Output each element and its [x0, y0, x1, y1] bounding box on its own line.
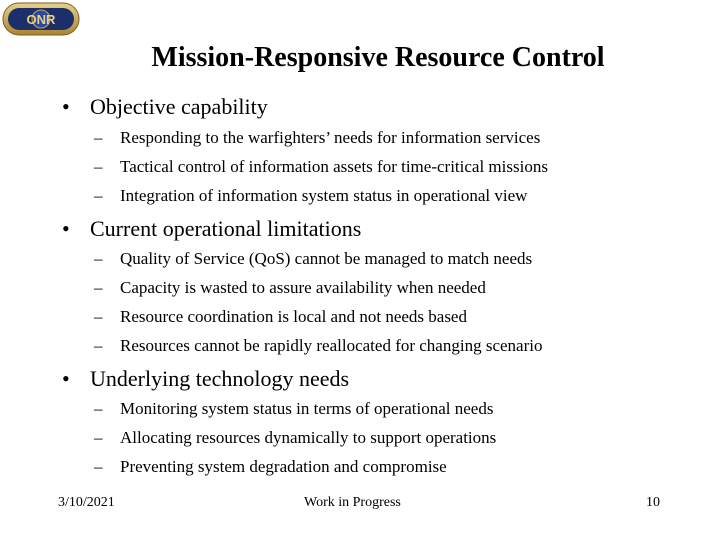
list-item-text: Resources cannot be rapidly reallocated for changing scenario: [120, 336, 543, 355]
dash-icon: –: [94, 399, 103, 418]
list-item-text: Integration of information system status in operational view: [120, 186, 528, 205]
dash-icon: –: [94, 249, 103, 268]
dash-icon: –: [94, 336, 103, 355]
dash-icon: –: [94, 186, 103, 205]
bullet-icon: •: [62, 216, 70, 241]
dash-icon: –: [94, 128, 103, 147]
dash-icon: –: [94, 278, 103, 297]
footer-center-text: Work in Progress: [304, 495, 401, 510]
bullet-icon: •: [62, 366, 70, 391]
list-item-text: Tactical control of information assets for time-critical missions: [120, 157, 548, 176]
list-item-text: Preventing system degradation and compromise: [120, 457, 447, 476]
dash-icon: –: [94, 428, 103, 447]
list-item-text: Capacity is wasted to assure availability when needed: [120, 278, 486, 297]
footer-page-number: 10: [646, 495, 660, 510]
list-item-text: Resource coordination is local and not needs based: [120, 307, 467, 326]
list-item-text: Allocating resources dynamically to support operations: [120, 428, 497, 447]
section-heading: Current operational limitations: [90, 216, 362, 241]
list-item-text: Quality of Service (QoS) cannot be managed to match needs: [120, 249, 533, 268]
logo-text: ONR: [26, 12, 56, 27]
list-item-text: Responding to the warfighters’ needs for information services: [120, 128, 541, 147]
list-item-text: Monitoring system status in terms of operational needs: [120, 399, 494, 418]
dash-icon: –: [94, 457, 103, 476]
footer-date: 3/10/2021: [58, 495, 115, 510]
onr-seal-logo-icon: [2, 2, 80, 36]
section-heading: Objective capability: [90, 94, 268, 119]
bullet-icon: •: [62, 94, 70, 119]
section-heading: Underlying technology needs: [90, 366, 350, 391]
slide-title: Mission-Responsive Resource Control: [151, 42, 605, 73]
dash-icon: –: [94, 307, 103, 326]
dash-icon: –: [94, 157, 103, 176]
